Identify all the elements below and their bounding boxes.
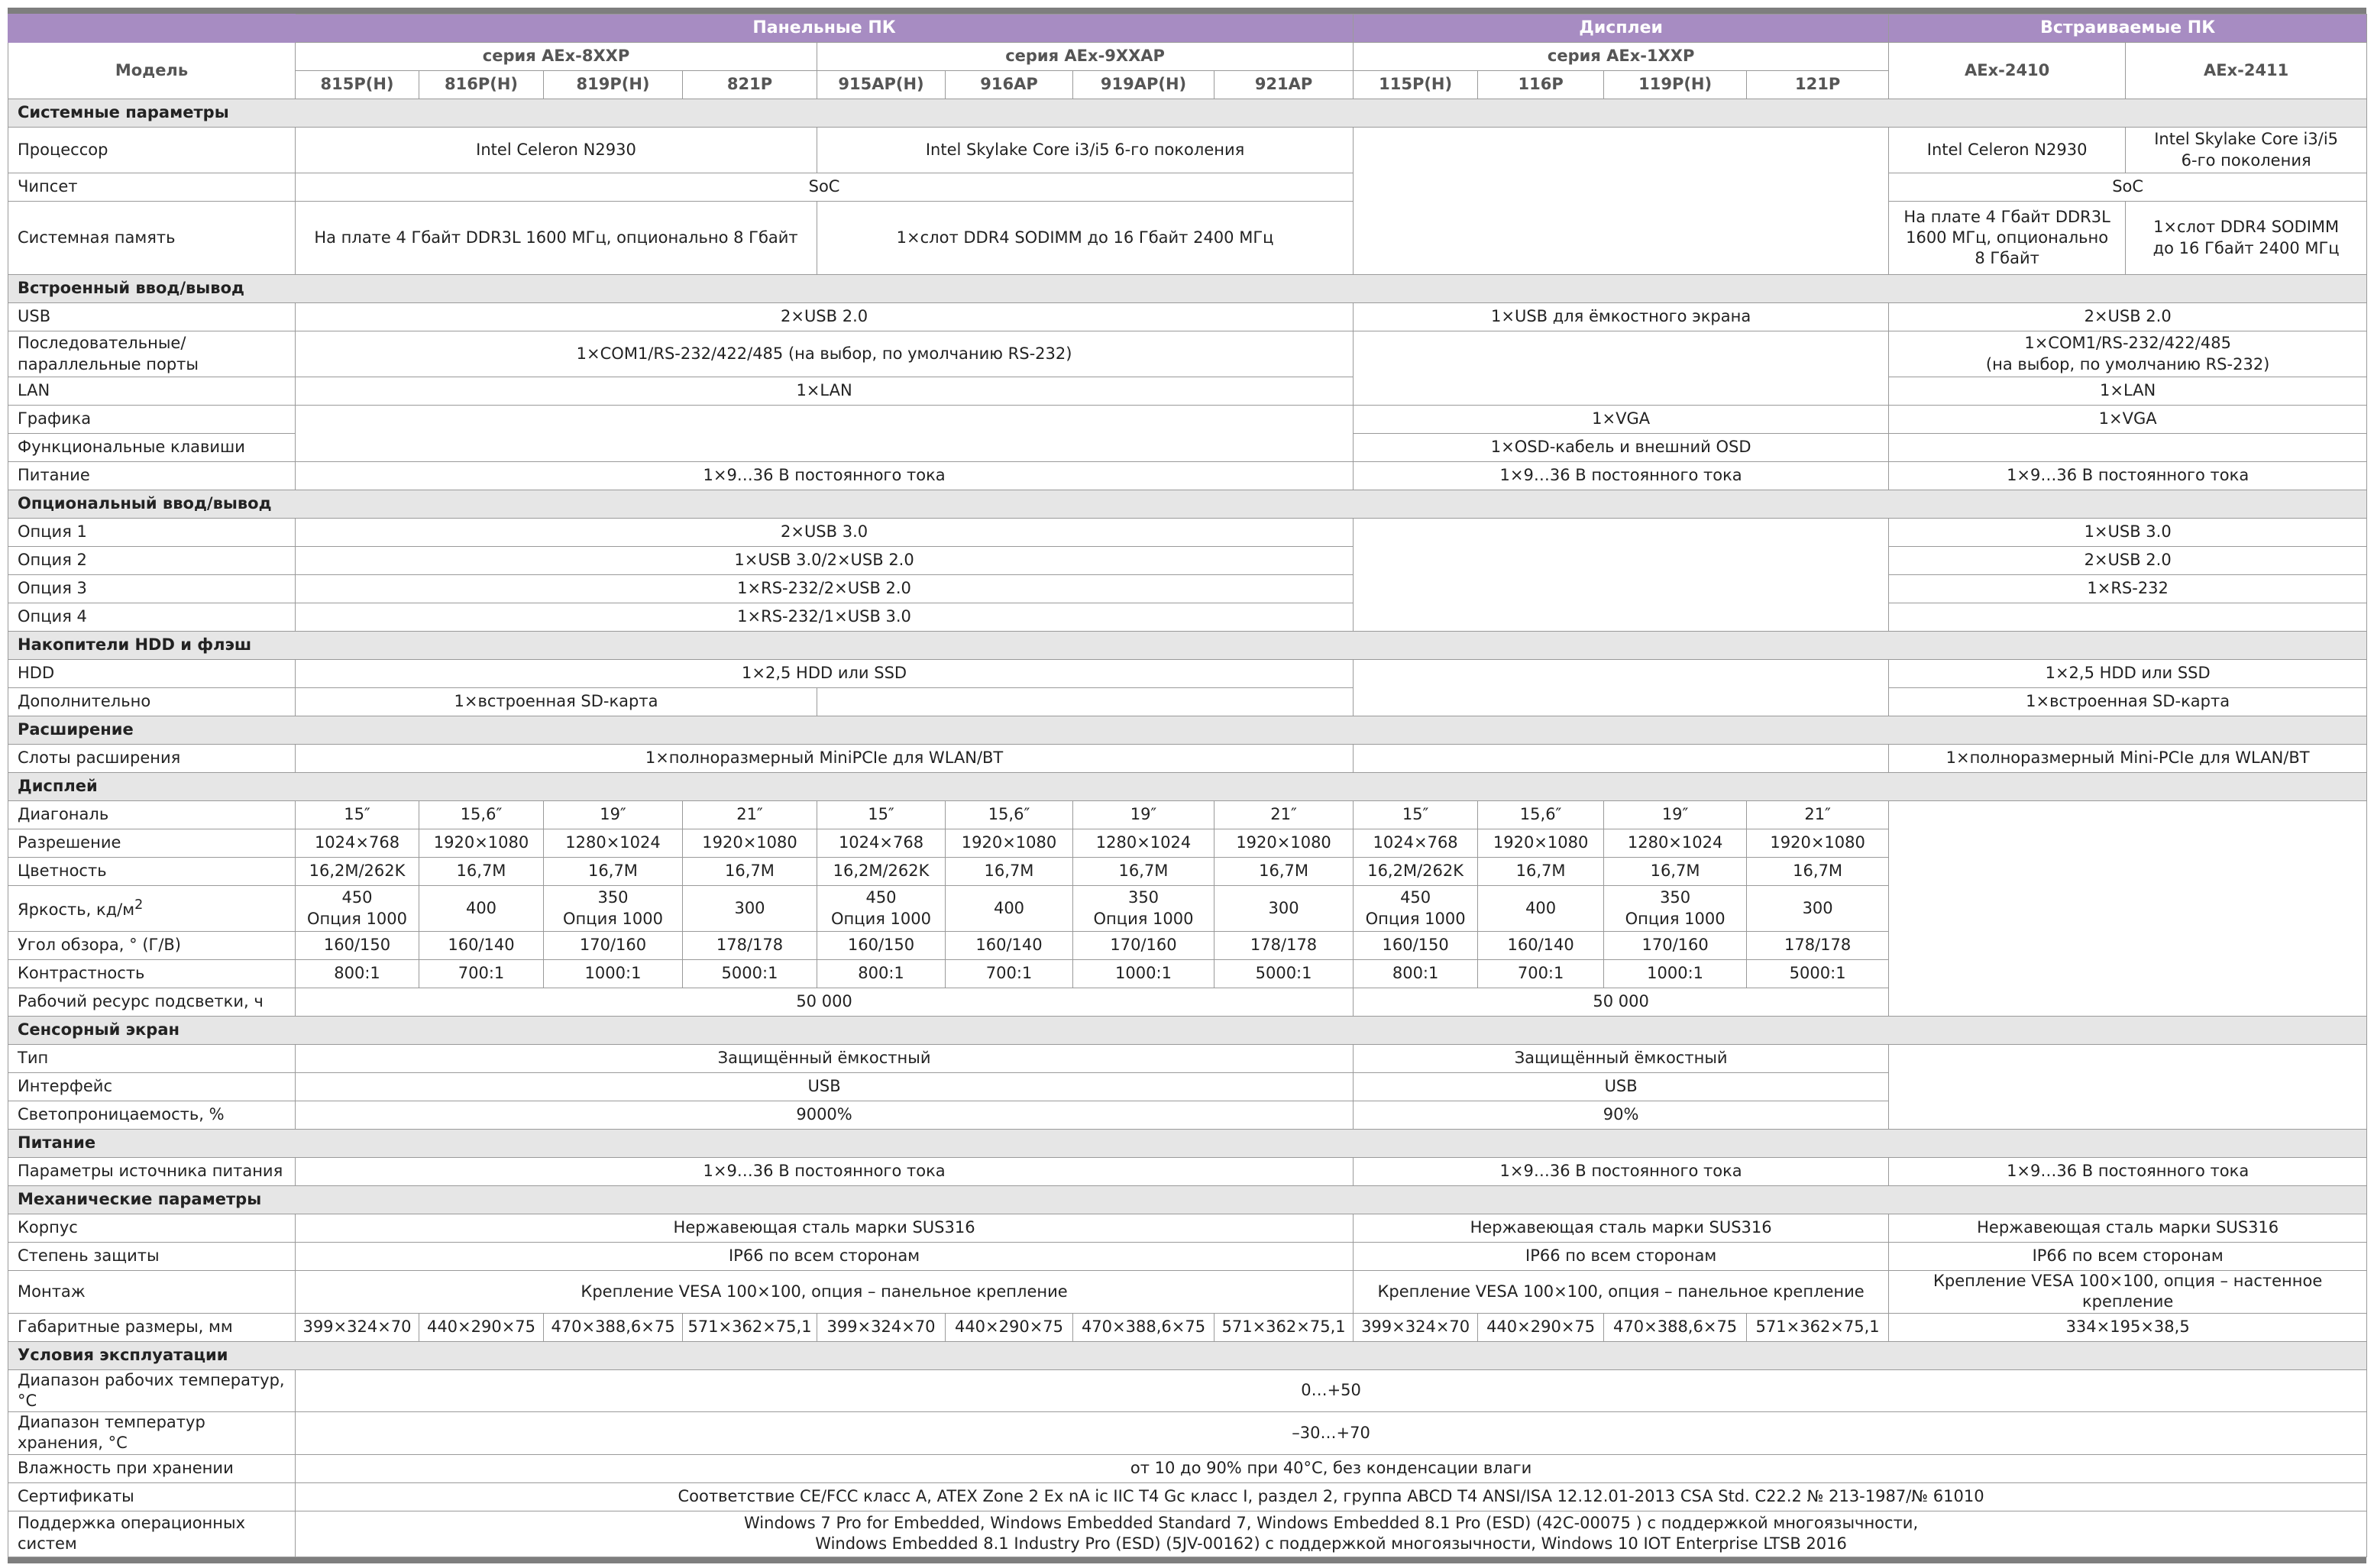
- table-row: [8, 660, 2367, 688]
- cell-value: [817, 886, 946, 932]
- series-8xxp: серия AEx-8XXP: [296, 43, 817, 71]
- row-label: Поддержка операционных систем: [8, 1511, 296, 1557]
- model-name: 115P(H): [1354, 71, 1478, 99]
- cell-value: На плате 4 Гбайт DDR3L 1600 МГц, опционально 8 Гбайт: [296, 202, 817, 275]
- cell-value: 1×слот DDR4 SODIMM до 16 Гбайт 2400 МГц: [817, 202, 1354, 275]
- cell-value: 170/160: [1604, 932, 1747, 960]
- cell-value: 1×встроенная SD-карта: [1889, 688, 2367, 716]
- cell-value: 1×9…36 В постоянного тока: [1889, 462, 2367, 490]
- cell-value: 160/150: [1354, 932, 1478, 960]
- cell-value: 21″: [683, 801, 817, 829]
- model-name: 919AP(H): [1073, 71, 1214, 99]
- row-label: Влажность при хранении: [8, 1454, 296, 1482]
- table-row: [8, 202, 2367, 275]
- row-label: Опция 2: [8, 547, 296, 575]
- section-storage: Накопители HDD и флэш: [8, 632, 2367, 660]
- series-1xxp: серия AEx-1XXP: [1354, 43, 1889, 71]
- cell-value: 1×VGA: [1354, 406, 1889, 434]
- row-label: Опция 3: [8, 575, 296, 603]
- group-header-panel: Панельные ПК: [296, 15, 1354, 43]
- section-row: [8, 1341, 2367, 1369]
- cell-value: SoC: [296, 173, 1354, 202]
- cell-value: Intel Celeron N2930: [1889, 128, 2126, 173]
- empty-cell: [1354, 331, 1889, 406]
- row-label: Параметры источника питания: [8, 1158, 296, 1186]
- section-row: [8, 490, 2367, 519]
- cell-value: 1×9…36 В постоянного тока: [296, 1158, 1354, 1186]
- section-optional-io: Опциональный ввод/вывод: [8, 490, 2367, 519]
- cell-value: [296, 1511, 2367, 1557]
- cell-value: [544, 886, 683, 932]
- row-label: Светопроницаемость, %: [8, 1101, 296, 1130]
- cell-line: (на выбор, по умолчанию RS-232): [1985, 354, 2270, 373]
- cell-value: 1920×1080: [1214, 829, 1354, 858]
- cell-value: 1280×1024: [544, 829, 683, 858]
- cell-value: Крепление VESA 100×100, опция – настенное крепление: [1889, 1271, 2367, 1314]
- cell-value: [2126, 202, 2367, 275]
- cell-value: 700:1: [419, 960, 544, 988]
- table-row: [8, 303, 2367, 331]
- table-row: [8, 1271, 2367, 1314]
- cell-value: Соответствие CE/FCC класс A, ATEX Zone 2 Ex nA ic IIC T4 Gc класс I, раздел 2, группа ABCD T4 ANSI/ISA 12.12.01-2013 CSA Std. C22.2 № 213-1987/№ 61010: [296, 1482, 2367, 1511]
- cell-value: 571×362×75,1: [1747, 1313, 1889, 1341]
- cell-value: 2×USB 2.0: [296, 303, 1354, 331]
- cell-value: 800:1: [1354, 960, 1478, 988]
- row-label: Сертификаты: [8, 1482, 296, 1511]
- row-label: Диапазон температур хранения, °С: [8, 1412, 296, 1455]
- section-display: Дисплей: [8, 773, 2367, 801]
- cell-value: 170/160: [1073, 932, 1214, 960]
- cell-value: 160/150: [296, 932, 419, 960]
- model-name: 119P(H): [1604, 71, 1747, 99]
- table-row: [8, 1412, 2367, 1455]
- cell-value: 1×LAN: [296, 377, 1354, 406]
- model-aex-2411: AEx-2411: [2126, 43, 2367, 99]
- cell-line: Windows 7 Pro for Embedded, Windows Embedded Standard 7, Windows Embedded 8.1 Pro (ESD) (42C-00075 ) с поддержкой многоязычности,: [744, 1513, 1919, 1532]
- cell-value: 399×324×70: [296, 1313, 419, 1341]
- cell-value: 470×388,6×75: [1073, 1313, 1214, 1341]
- table-row: [8, 1511, 2367, 1557]
- cell-value: 1×полноразмерный Mini-PCIe для WLAN/BT: [1889, 745, 2367, 773]
- model-aex-2410: AEx-2410: [1889, 43, 2126, 99]
- section-row: [8, 1130, 2367, 1158]
- row-label: Опция 4: [8, 603, 296, 632]
- row-label: LAN: [8, 377, 296, 406]
- cell-value: 1920×1080: [1747, 829, 1889, 858]
- cell-line: 350: [597, 888, 629, 907]
- cell-line: 450: [1400, 888, 1431, 907]
- cell-value: 160/140: [1478, 932, 1604, 960]
- cell-value: Крепление VESA 100×100, опция – панельное крепление: [1354, 1271, 1889, 1314]
- cell-value: 470×388,6×75: [1604, 1313, 1747, 1341]
- cell-value: 1×2,5 HDD или SSD: [1889, 660, 2367, 688]
- cell-value: 15,6″: [946, 801, 1073, 829]
- cell-value: 15″: [1354, 801, 1478, 829]
- cell-value: 50 000: [1354, 988, 1889, 1017]
- cell-value: [296, 886, 419, 932]
- cell-value: 700:1: [946, 960, 1073, 988]
- model-header: Модель: [8, 43, 296, 99]
- cell-value: –30…+70: [296, 1412, 2367, 1455]
- cell-value: 16,2M/262K: [296, 858, 419, 886]
- group-header-row: [8, 15, 2367, 43]
- section-system: Системные параметры: [8, 99, 2367, 128]
- cell-line: 350: [1127, 888, 1160, 907]
- cell-value: [1889, 202, 2126, 275]
- cell-value: IP66 по всем сторонам: [1354, 1243, 1889, 1271]
- cell-value: Нержавеющая сталь марки SUS316: [1889, 1214, 2367, 1243]
- cell-value: 5000:1: [1214, 960, 1354, 988]
- cell-value: 440×290×75: [419, 1313, 544, 1341]
- cell-value: USB: [1354, 1073, 1889, 1101]
- row-label: Габаритные размеры, мм: [8, 1313, 296, 1341]
- cell-value: Защищённый ёмкостный: [1354, 1045, 1889, 1073]
- table-row: [8, 1313, 2367, 1341]
- cell-value: USB: [296, 1073, 1354, 1101]
- row-label: Разрешение: [8, 829, 296, 858]
- cell-value: SoC: [1889, 173, 2367, 202]
- row-label: Процессор: [8, 128, 296, 173]
- empty-cell: [1354, 519, 1889, 632]
- table-row: [8, 1158, 2367, 1186]
- section-expansion: Расширение: [8, 716, 2367, 745]
- cell-line: 1×COM1/RS-232/422/485: [2024, 334, 2231, 353]
- table-row: [8, 331, 2367, 377]
- series-header-row: [8, 43, 2367, 71]
- section-mechanical: Механические параметры: [8, 1186, 2367, 1214]
- cell-value: 300: [683, 886, 817, 932]
- model-name: 819P(H): [544, 71, 683, 99]
- cell-value: Защищённый ёмкостный: [296, 1045, 1354, 1073]
- label-superscript: 2: [134, 897, 144, 913]
- cell-value: 440×290×75: [946, 1313, 1073, 1341]
- row-label: Цветность: [8, 858, 296, 886]
- cell-value: 571×362×75,1: [683, 1313, 817, 1341]
- cell-value: 470×388,6×75: [544, 1313, 683, 1341]
- cell-value: 399×324×70: [817, 1313, 946, 1341]
- cell-value: 1024×768: [1354, 829, 1478, 858]
- cell-value: 16,2M/262K: [817, 858, 946, 886]
- model-name: 116P: [1478, 71, 1604, 99]
- cell-value: [1073, 886, 1214, 932]
- row-label: Графика: [8, 406, 296, 434]
- cell-value: 1024×768: [296, 829, 419, 858]
- group-header-embedded: Встраиваемые ПК: [1889, 15, 2367, 43]
- row-label: Рабочий ресурс подсветки, ч: [8, 988, 296, 1017]
- cell-value: 1×RS-232/1×USB 3.0: [296, 603, 1354, 632]
- cell-value: [1604, 886, 1747, 932]
- table-row: [8, 377, 2367, 406]
- cell-line: На плате 4 Гбайт DDR3L: [1903, 207, 2110, 226]
- cell-value: 1×9…36 В постоянного тока: [1354, 462, 1889, 490]
- spec-table-wrapper: [8, 8, 2366, 1563]
- table-row: [8, 801, 2367, 829]
- cell-value: 1×RS-232: [1889, 575, 2367, 603]
- cell-line: 450: [341, 888, 373, 907]
- row-label: USB: [8, 303, 296, 331]
- model-name: 915AP(H): [817, 71, 946, 99]
- cell-value: 1×COM1/RS-232/422/485 (на выбор, по умолчанию RS-232): [296, 331, 1354, 377]
- empty-cell: [1889, 1045, 2367, 1130]
- cell-value: 1×LAN: [1889, 377, 2367, 406]
- cell-value: 178/178: [1214, 932, 1354, 960]
- cell-value: Нержавеющая сталь марки SUS316: [296, 1214, 1354, 1243]
- section-row: [8, 1017, 2367, 1045]
- top-rule: [8, 8, 2366, 14]
- table-row: [8, 575, 2367, 603]
- cell-value: 1000:1: [544, 960, 683, 988]
- row-label: Дополнительно: [8, 688, 296, 716]
- cell-value: 1×2,5 HDD или SSD: [296, 660, 1354, 688]
- row-label: [8, 886, 296, 932]
- cell-value: 15,6″: [1478, 801, 1604, 829]
- model-name: 921AP: [1214, 71, 1354, 99]
- empty-cell: [1354, 128, 1889, 275]
- spec-table: [8, 14, 2367, 1557]
- cell-value: 16,7M: [544, 858, 683, 886]
- row-label: Контрастность: [8, 960, 296, 988]
- label-line: параллельные порты: [18, 354, 199, 373]
- cell-value: 16,7M: [419, 858, 544, 886]
- section-row: [8, 632, 2367, 660]
- table-row: [8, 128, 2367, 173]
- row-label: Степень защиты: [8, 1243, 296, 1271]
- cell-value: 2×USB 2.0: [1889, 303, 2367, 331]
- section-row: [8, 1186, 2367, 1214]
- cell-value: 178/178: [683, 932, 817, 960]
- table-row: [8, 745, 2367, 773]
- cell-value: 399×324×70: [1354, 1313, 1478, 1341]
- cell-value: 334×195×38,5: [1889, 1313, 2367, 1341]
- cell-line: 1×слот DDR4 SODIMM: [2153, 218, 2340, 237]
- cell-value: 300: [1214, 886, 1354, 932]
- cell-value: 16,7M: [1214, 858, 1354, 886]
- table-row: [8, 406, 2367, 434]
- cell-line: 350: [1660, 888, 1691, 907]
- table-row: [8, 603, 2367, 632]
- row-label: Слоты расширения: [8, 745, 296, 773]
- cell-value: 16,2M/262K: [1354, 858, 1478, 886]
- cell-line: 1600 МГц, опционально: [1906, 228, 2109, 247]
- cell-value: [1889, 331, 2367, 377]
- cell-value: 1×полноразмерный MiniPCIe для WLAN/BT: [296, 745, 1354, 773]
- empty-cell: [1889, 801, 2367, 1017]
- cell-value: 1920×1080: [1478, 829, 1604, 858]
- group-header-empty: [8, 15, 296, 43]
- cell-value: 1×VGA: [1889, 406, 2367, 434]
- section-row: [8, 99, 2367, 128]
- label-line: Последовательные/: [18, 334, 186, 353]
- cell-value: от 10 до 90% при 40°С, без конденсации влаги: [296, 1454, 2367, 1482]
- cell-value: 5000:1: [1747, 960, 1889, 988]
- row-label: Диагональ: [8, 801, 296, 829]
- row-label: Тип: [8, 1045, 296, 1073]
- cell-line: 8 Гбайт: [1975, 249, 2039, 268]
- empty-cell: [1354, 660, 1889, 716]
- section-io: Встроенный ввод/вывод: [8, 275, 2367, 303]
- cell-value: 1×9…36 В постоянного тока: [296, 462, 1354, 490]
- cell-line: Опция 1000: [563, 909, 663, 928]
- cell-value: 0…+50: [296, 1369, 2367, 1412]
- group-header-displays: Дисплеи: [1354, 15, 1889, 43]
- cell-value: 19″: [1073, 801, 1214, 829]
- cell-line: Опция 1000: [1625, 909, 1726, 928]
- cell-line: Опция 1000: [831, 909, 931, 928]
- table-row: [8, 1243, 2367, 1271]
- cell-value: Крепление VESA 100×100, опция – панельное крепление: [296, 1271, 1354, 1314]
- row-label: [8, 331, 296, 377]
- cell-value: 90%: [1354, 1101, 1889, 1130]
- section-row: [8, 716, 2367, 745]
- cell-value: 1×OSD-кабель и внешний OSD: [1354, 434, 1889, 462]
- cell-value: 16,7M: [1747, 858, 1889, 886]
- cell-value: 16,7M: [1478, 858, 1604, 886]
- empty-cell: [817, 688, 1354, 716]
- cell-value: 1280×1024: [1073, 829, 1214, 858]
- cell-value: IP66 по всем сторонам: [1889, 1243, 2367, 1271]
- cell-value: 1×USB 3.0/2×USB 2.0: [296, 547, 1354, 575]
- table-row: [8, 1045, 2367, 1073]
- row-label: Системная память: [8, 202, 296, 275]
- empty-cell: [1354, 745, 1889, 773]
- cell-line: до 16 Гбайт 2400 МГц: [2152, 238, 2340, 257]
- model-name: 916AP: [946, 71, 1073, 99]
- cell-value: 15″: [296, 801, 419, 829]
- cell-value: 21″: [1214, 801, 1354, 829]
- row-label: Питание: [8, 462, 296, 490]
- label-text: Яркость, кд/м: [18, 900, 135, 919]
- row-label: Функциональные клавиши: [8, 434, 296, 462]
- section-power: Питание: [8, 1130, 2367, 1158]
- cell-value: 800:1: [296, 960, 419, 988]
- cell-value: 1×9…36 В постоянного тока: [1354, 1158, 1889, 1186]
- table-row: [8, 462, 2367, 490]
- cell-value: 800:1: [817, 960, 946, 988]
- cell-line: Windows Embedded 8.1 Industry Pro (ESD) (5JV-00162) с поддержкой многоязычности, Windows 10 IOT Enterprise LTSB 2016: [815, 1534, 1847, 1553]
- cell-value: 1×USB для ёмкостного экрана: [1354, 303, 1889, 331]
- model-name: 121P: [1747, 71, 1889, 99]
- cell-value: 1280×1024: [1604, 829, 1747, 858]
- cell-value: 400: [1478, 886, 1604, 932]
- cell-value: 1×9…36 В постоянного тока: [1889, 1158, 2367, 1186]
- cell-value: 178/178: [1747, 932, 1889, 960]
- row-label: Диапазон рабочих температур, °С: [8, 1369, 296, 1412]
- table-row: [8, 547, 2367, 575]
- cell-value: 5000:1: [683, 960, 817, 988]
- cell-line: Intel Skylake Core i3/i5: [2154, 130, 2339, 149]
- cell-value: 160/140: [419, 932, 544, 960]
- cell-value: 440×290×75: [1478, 1313, 1604, 1341]
- model-name: 821P: [683, 71, 817, 99]
- empty-cell: [296, 406, 1354, 462]
- cell-value: 9000%: [296, 1101, 1354, 1130]
- cell-value: 400: [419, 886, 544, 932]
- row-label: Чипсет: [8, 173, 296, 202]
- table-row: [8, 519, 2367, 547]
- cell-value: 1024×768: [817, 829, 946, 858]
- model-name: 815P(H): [296, 71, 419, 99]
- row-label: Угол обзора, ° (Г/В): [8, 932, 296, 960]
- cell-value: 1×встроенная SD-карта: [296, 688, 817, 716]
- cell-value: 2×USB 2.0: [1889, 547, 2367, 575]
- table-row: [8, 1214, 2367, 1243]
- section-row: [8, 275, 2367, 303]
- cell-value: 16,7M: [1604, 858, 1747, 886]
- cell-value: Intel Celeron N2930: [296, 128, 817, 173]
- cell-value: 16,7M: [946, 858, 1073, 886]
- cell-value: 1×USB 3.0: [1889, 519, 2367, 547]
- cell-value: 1920×1080: [683, 829, 817, 858]
- cell-line: 450: [865, 888, 897, 907]
- cell-value: 1×RS-232/2×USB 2.0: [296, 575, 1354, 603]
- cell-value: 1000:1: [1604, 960, 1747, 988]
- table-row: [8, 173, 2367, 202]
- section-environment: Условия эксплуатации: [8, 1341, 2367, 1369]
- table-row: [8, 1454, 2367, 1482]
- cell-line: 6-го поколения: [2181, 150, 2311, 170]
- cell-value: [1354, 886, 1478, 932]
- table-row: [8, 1482, 2367, 1511]
- cell-value: 16,7M: [683, 858, 817, 886]
- cell-value: 400: [946, 886, 1073, 932]
- cell-value: [2126, 128, 2367, 173]
- series-9xxap: серия AEx-9XXAP: [817, 43, 1354, 71]
- cell-value: 1920×1080: [946, 829, 1073, 858]
- model-name: 816P(H): [419, 71, 544, 99]
- cell-value: 700:1: [1478, 960, 1604, 988]
- section-row: [8, 773, 2367, 801]
- cell-value: 50 000: [296, 988, 1354, 1017]
- cell-value: 19″: [544, 801, 683, 829]
- bottom-rule: [8, 1557, 2366, 1563]
- cell-value: 1920×1080: [419, 829, 544, 858]
- cell-value: 160/150: [817, 932, 946, 960]
- cell-value: 300: [1747, 886, 1889, 932]
- row-label: HDD: [8, 660, 296, 688]
- cell-value: 15″: [817, 801, 946, 829]
- row-label: Корпус: [8, 1214, 296, 1243]
- cell-value: Нержавеющая сталь марки SUS316: [1354, 1214, 1889, 1243]
- table-row: [8, 688, 2367, 716]
- cell-value: 1000:1: [1073, 960, 1214, 988]
- section-touch: Сенсорный экран: [8, 1017, 2367, 1045]
- cell-value: 16,7M: [1073, 858, 1214, 886]
- cell-value: 160/140: [946, 932, 1073, 960]
- cell-line: Опция 1000: [307, 909, 407, 928]
- row-label: Интерфейс: [8, 1073, 296, 1101]
- cell-value: Intel Skylake Core i3/i5 6-го поколения: [817, 128, 1354, 173]
- cell-value: 170/160: [544, 932, 683, 960]
- table-row: [8, 1369, 2367, 1412]
- cell-value: 2×USB 3.0: [296, 519, 1354, 547]
- cell-value: IP66 по всем сторонам: [296, 1243, 1354, 1271]
- cell-value: 19″: [1604, 801, 1747, 829]
- empty-cell: [1889, 434, 2367, 462]
- cell-value: 15,6″: [419, 801, 544, 829]
- empty-cell: [1889, 603, 2367, 632]
- cell-line: Опция 1000: [1365, 909, 1466, 928]
- row-label: Опция 1: [8, 519, 296, 547]
- cell-value: 21″: [1747, 801, 1889, 829]
- cell-value: 571×362×75,1: [1214, 1313, 1354, 1341]
- row-label: Монтаж: [8, 1271, 296, 1314]
- cell-line: Опция 1000: [1093, 909, 1194, 928]
